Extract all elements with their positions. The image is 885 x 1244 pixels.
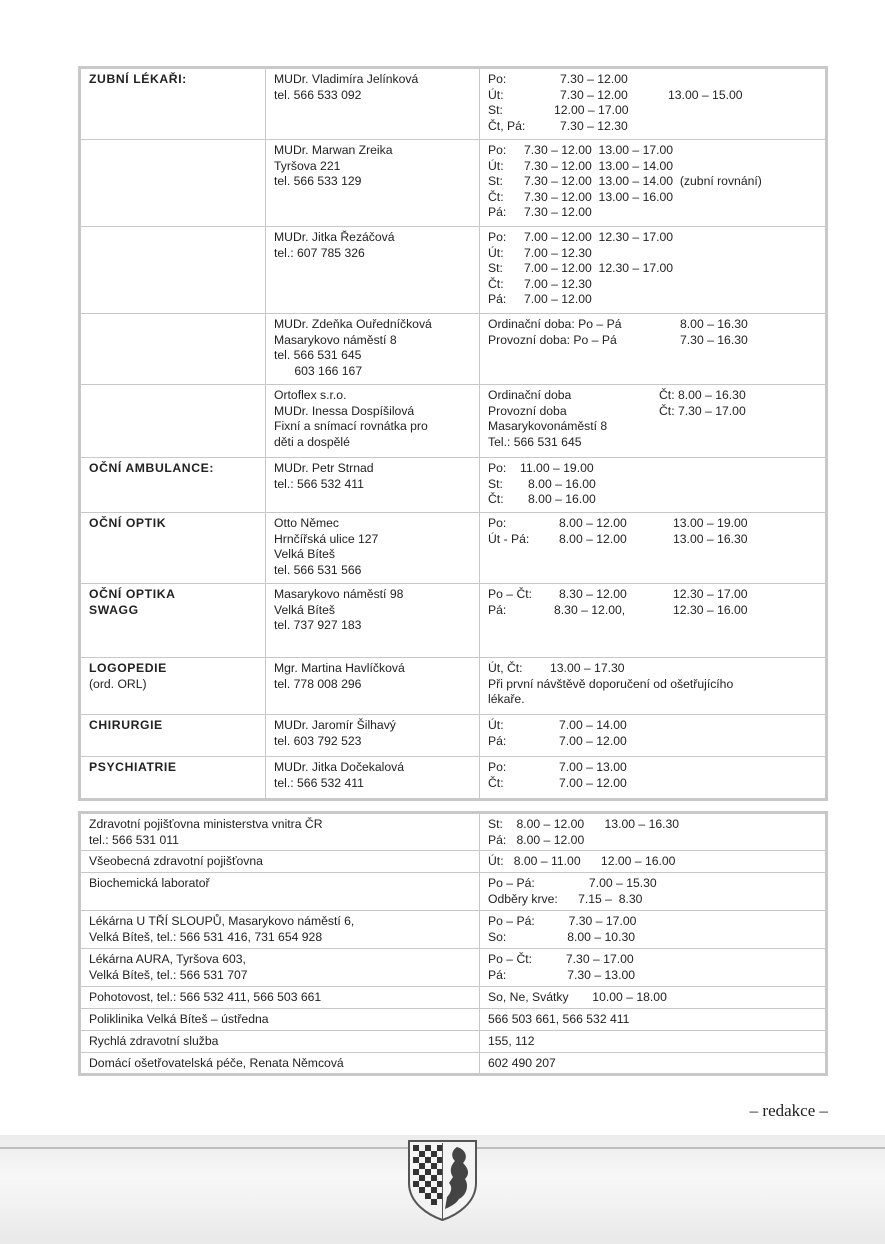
table-row: [80, 1053, 827, 1075]
category-cell: [80, 140, 266, 227]
hours-cell: [480, 227, 827, 314]
time-range: 8.00 – 12.00: [559, 531, 627, 546]
contact-line: Otto Němec: [274, 516, 340, 530]
hours-line: [488, 88, 817, 104]
time-range: 7.30 – 12.00 13.00 – 17.00: [524, 143, 674, 157]
contact-line: MUDr. Petr Strnad: [274, 461, 374, 475]
service-hours: [480, 949, 827, 987]
hours-cell: [480, 140, 827, 227]
day-label: Po – Čt:: [488, 587, 533, 601]
time-range: 8.00 – 12.00: [559, 516, 627, 530]
hours-cell: [480, 458, 827, 513]
hours-line: Pá: 8.00 – 12.00: [488, 832, 585, 847]
hours-line: [488, 174, 817, 190]
day-label: Čt, Pá:: [488, 118, 526, 133]
time-range: 7.30 – 12.30: [560, 118, 628, 133]
contact-line: MUDr. Vladimíra Jelínková: [274, 72, 419, 86]
contact-line: Masarykovo náměstí 8: [274, 332, 397, 347]
category-cell: [80, 385, 266, 458]
hours-line: Pá: 7.30 – 13.00: [488, 967, 636, 982]
time-range: 8.30 – 12.00: [559, 587, 627, 601]
category-cell: [80, 513, 266, 584]
service-name: [80, 873, 480, 911]
hours-line: [488, 103, 817, 119]
hours-line: [488, 388, 817, 404]
time-range: 7.30 – 12.00: [560, 87, 628, 102]
contact-cell: [266, 385, 480, 458]
day-label: St:: [488, 261, 503, 275]
day-label: Čt:: [488, 775, 504, 790]
hours-line: [488, 532, 817, 548]
time-range: 7.00 – 12.00: [559, 775, 627, 790]
contact-line: tel. 566 533 092: [274, 87, 362, 102]
contact-cell: [266, 227, 480, 314]
contact-line: MUDr. Jitka Řezáčová: [274, 230, 395, 244]
category-cell: [80, 227, 266, 314]
day-label: Provozní doba: [488, 403, 567, 418]
contact-line: Hrnčířská ulice 127: [274, 531, 379, 546]
hours-line: 155, 112: [488, 1034, 535, 1048]
day-label: Pá:: [488, 602, 507, 617]
service-line: Rychlá zdravotní služba: [89, 1034, 219, 1048]
service-hours: [480, 873, 827, 911]
hours-line: [488, 516, 817, 532]
contact-line: Velká Bíteš: [274, 547, 335, 561]
category-cell: [80, 314, 266, 385]
day-label: Ordinační doba: [488, 388, 572, 402]
hours-line: [488, 477, 817, 493]
table-row: [80, 757, 827, 800]
contact-line: tel. 566 531 645: [274, 348, 362, 362]
hours-line: [488, 230, 817, 246]
table-row: [80, 314, 827, 385]
hours-line: [488, 435, 817, 451]
contact-cell: [266, 715, 480, 757]
contact-line: tel. 778 008 296: [274, 676, 362, 691]
hours-line: Odběry krve: 7.15 – 8.30: [488, 891, 643, 906]
hours-cell: [480, 584, 827, 658]
hours-line: [488, 718, 817, 734]
time-range: 8.00 – 16.00: [528, 492, 596, 506]
day-label: Út:: [488, 718, 504, 732]
hours-line: [488, 119, 817, 135]
time-range: 7.00 – 12.00 12.30 – 17.00: [524, 230, 674, 244]
service-line: Domácí ošetřovatelská péče, Renata Němcová: [89, 1056, 344, 1070]
service-name: [80, 911, 480, 949]
category-sublabel: (ord. ORL): [89, 676, 147, 691]
time-range: 12.30 – 16.00: [673, 602, 748, 617]
category-label: OČNÍ OPTIK: [89, 516, 167, 530]
time-range: Čt: 8.00 – 16.30: [659, 388, 746, 402]
category-label: SWAGG: [89, 602, 139, 617]
contact-line: MUDr. Marwan Zreika: [274, 143, 393, 157]
hours-cell: [480, 385, 827, 458]
day-label: Út:: [488, 245, 504, 260]
contact-cell: [266, 458, 480, 513]
contact-cell: [266, 140, 480, 227]
hours-line: [488, 760, 817, 776]
contact-line: tel.: 566 532 411: [274, 476, 364, 491]
hours-line: Po – Pá: 7.30 – 17.00: [488, 914, 637, 928]
day-label: St:: [488, 103, 503, 117]
service-hours: [480, 1009, 827, 1031]
hours-line: [488, 333, 817, 349]
time-range: 8.00 – 16.00: [528, 476, 596, 491]
note-line: Při první návštěvě doporučení od ošetřujícího: [488, 676, 734, 691]
day-label: Po:: [488, 143, 507, 157]
category-cell: [80, 757, 266, 800]
day-label: Čt:: [488, 189, 504, 204]
category-label: CHIRURGIE: [89, 718, 163, 732]
phone-line: Tel.: 566 531 645: [488, 434, 582, 449]
contact-cell: [266, 513, 480, 584]
contact-line: tel. 566 533 129: [274, 174, 362, 188]
contact-cell: [266, 68, 480, 140]
contact-line: tel.: 607 785 326: [274, 245, 365, 260]
table-row: [80, 1031, 827, 1053]
contact-line: MUDr. Jitka Dočekalová: [274, 760, 405, 774]
contact-cell: [266, 314, 480, 385]
category-cell: [80, 715, 266, 757]
signature: – redakce –: [749, 1101, 828, 1120]
hours-line: [488, 603, 817, 619]
category-label: ZUBNÍ LÉKAŘI:: [89, 72, 187, 86]
hours-line: Po – Čt: 7.30 – 17.00: [488, 952, 634, 966]
contact-line: MUDr. Jaromír Šilhavý: [274, 718, 396, 732]
service-name: [80, 813, 480, 851]
town-coat-of-arms-icon: [405, 1137, 480, 1222]
time-range: 12.00 – 17.00: [554, 103, 629, 117]
day-label: Po:: [488, 461, 507, 475]
day-label: Po:: [488, 516, 507, 530]
day-label: Pá:: [488, 292, 507, 306]
hours-line: [488, 404, 817, 420]
day-label: Po:: [488, 760, 507, 774]
contact-line: tel. 737 927 183: [274, 618, 362, 632]
service-line: Lékárna AURA, Tyršova 603,: [89, 952, 246, 966]
hours-cell: [480, 715, 827, 757]
day-label: Pá:: [488, 205, 507, 219]
table-row: [80, 873, 827, 911]
time-range: 12.30 – 17.00: [673, 587, 748, 601]
day-label: Provozní doba: Po – Pá: [488, 332, 617, 347]
service-line: Všeobecná zdravotní pojišťovna: [89, 854, 263, 868]
day-label: Pá:: [488, 733, 507, 748]
service-line: Zdravotní pojišťovna ministerstva vnitra ČR: [89, 817, 323, 831]
hours-line: [488, 692, 817, 708]
category-cell: [80, 68, 266, 140]
time-range: 13.00 – 16.30: [673, 531, 748, 546]
time-range: 11.00 – 19.00: [520, 461, 594, 475]
service-line: Lékárna U TŘÍ SLOUPŮ, Masarykovo náměstí 6,: [89, 914, 355, 928]
hours-line: [488, 776, 817, 792]
hours-line: [488, 677, 817, 693]
services-table: [78, 811, 828, 1076]
contact-line: MUDr. Zdeňka Ouředníčková: [274, 317, 432, 331]
time-range: 13.00 – 17.30: [550, 661, 625, 675]
table-row: [80, 227, 827, 314]
hours-line: [488, 419, 817, 435]
hours-line: [488, 261, 817, 277]
time-range: 13.00 – 15.00: [668, 87, 743, 102]
day-label: Út, Čt:: [488, 661, 523, 675]
service-hours: [480, 987, 827, 1009]
note-line: lékaře.: [488, 692, 525, 706]
time-range: 8.30 – 12.00,: [554, 602, 626, 617]
hours-cell: [480, 314, 827, 385]
table-row: [80, 584, 827, 658]
service-name: [80, 851, 480, 873]
day-label: Ordinační doba: Po – Pá: [488, 317, 622, 331]
day-label: Čt:: [488, 276, 504, 291]
time-range: 13.00 – 19.00: [673, 516, 748, 530]
hours-line: 566 503 661, 566 532 411: [488, 1012, 630, 1026]
table-row: [80, 813, 827, 851]
hours-line: [488, 143, 817, 159]
hours-line: [488, 587, 817, 603]
service-hours: [480, 1031, 827, 1053]
hours-line: 602 490 207: [488, 1056, 556, 1070]
service-line: tel.: 566 531 011: [89, 832, 179, 847]
time-range: 7.30 – 12.00 13.00 – 14.00 (zubní rovnání): [524, 174, 762, 188]
contact-line: tel.: 566 532 411: [274, 775, 364, 790]
time-range: 7.00 – 12.00: [559, 733, 627, 748]
hours-line: [488, 277, 817, 293]
time-range: 7.00 – 12.30: [524, 276, 592, 291]
contact-line: Mgr. Martina Havlíčková: [274, 661, 405, 675]
service-line: Poliklinika Velká Bíteš – ústředna: [89, 1012, 269, 1026]
hours-line: [488, 205, 817, 221]
hours-cell: [480, 68, 827, 140]
day-label: Út:: [488, 158, 504, 173]
hours-line: [488, 159, 817, 175]
category-label: OČNÍ OPTIKA: [89, 587, 176, 601]
day-label: St:: [488, 174, 503, 188]
table-row: [80, 68, 827, 140]
service-line: Pohotovost, tel.: 566 532 411, 566 503 661: [89, 990, 322, 1004]
service-hours: [480, 813, 827, 851]
hours-line: [488, 734, 817, 750]
contact-line: MUDr. Inessa Dospíšilová: [274, 403, 415, 418]
table-row: [80, 513, 827, 584]
time-range: Čt: 7.30 – 17.00: [659, 403, 746, 418]
hours-line: St: 8.00 – 12.00 13.00 – 16.30: [488, 817, 680, 831]
hours-line: So, Ne, Svátky 10.00 – 18.00: [488, 990, 667, 1004]
day-label: Čt:: [488, 492, 504, 506]
contact-line: děti a dospělé: [274, 434, 350, 449]
table-row: [80, 658, 827, 715]
day-label: Út:: [488, 87, 504, 102]
table-row: [80, 385, 827, 458]
contact-line: Masarykovo náměstí 98: [274, 587, 404, 601]
time-range: 7.00 – 12.30: [524, 245, 592, 260]
hours-line: [488, 461, 817, 477]
hours-line: [488, 190, 817, 206]
category-label: OČNÍ AMBULANCE:: [89, 461, 214, 475]
time-range: 7.00 – 12.00 12.30 – 17.00: [524, 261, 674, 275]
category-cell: [80, 658, 266, 715]
service-hours: [480, 911, 827, 949]
hours-cell: [480, 757, 827, 800]
service-name: [80, 1009, 480, 1031]
service-line: Velká Bíteš, tel.: 566 531 416, 731 654 928: [89, 929, 323, 944]
time-range: 7.30 – 16.30: [680, 332, 748, 347]
hours-cell: [480, 513, 827, 584]
service-line: Velká Bíteš, tel.: 566 531 707: [89, 967, 248, 982]
table-row: [80, 987, 827, 1009]
table-row: [80, 140, 827, 227]
day-label: St:: [488, 476, 503, 491]
contact-line: 603 166 167: [274, 363, 363, 378]
contact-line: Fixní a snímací rovnátka pro: [274, 419, 428, 433]
category-cell: [80, 458, 266, 513]
service-name: [80, 1031, 480, 1053]
time-range: 7.00 – 12.00: [524, 292, 592, 306]
category-cell: [80, 584, 266, 658]
day-label: Út - Pá:: [488, 531, 530, 546]
clinics-table: [78, 66, 828, 801]
contact-cell: [266, 658, 480, 715]
contact-line: Ortoflex s.r.o.: [274, 388, 347, 402]
contact-line: tel. 566 531 566: [274, 562, 362, 577]
contact-cell: [266, 757, 480, 800]
hours-line: [488, 317, 817, 333]
contact-cell: [266, 584, 480, 658]
time-range: 7.30 – 12.00 13.00 – 16.00: [524, 189, 674, 204]
hours-line: [488, 661, 817, 677]
service-name: [80, 987, 480, 1009]
time-range: 7.00 – 13.00: [559, 760, 627, 774]
day-label: Po:: [488, 72, 507, 86]
table-row: [80, 851, 827, 873]
hours-line: Po – Pá: 7.00 – 15.30: [488, 876, 657, 890]
hours-cell: [480, 658, 827, 715]
table-row: [80, 911, 827, 949]
hours-line: Út: 8.00 – 11.00 12.00 – 16.00: [488, 854, 676, 868]
hours-line: [488, 72, 817, 88]
hours-line: [488, 292, 817, 308]
category-label: PSYCHIATRIE: [89, 760, 177, 774]
day-label: Po:: [488, 230, 507, 244]
contact-line: tel. 603 792 523: [274, 733, 362, 748]
address-line: Masarykovonáměstí 8: [488, 419, 608, 433]
hours-line: So: 8.00 – 10.30: [488, 929, 636, 944]
table-row: [80, 458, 827, 513]
table-row: [80, 1009, 827, 1031]
service-name: [80, 949, 480, 987]
time-range: 7.30 – 12.00 13.00 – 14.00: [524, 158, 674, 173]
contact-line: Velká Bíteš: [274, 602, 335, 617]
hours-line: [488, 492, 817, 508]
time-range: 7.30 – 12.00: [524, 205, 592, 219]
service-line: Biochemická laboratoř: [89, 876, 210, 890]
service-hours: [480, 851, 827, 873]
contact-line: Tyršova 221: [274, 158, 341, 173]
table-row: [80, 949, 827, 987]
table-row: [80, 715, 827, 757]
time-range: 7.00 – 14.00: [559, 718, 627, 732]
time-range: 7.30 – 12.00: [560, 72, 628, 86]
category-label: LOGOPEDIE: [89, 661, 167, 675]
time-range: 8.00 – 16.30: [680, 317, 748, 331]
service-hours: [480, 1053, 827, 1075]
service-name: [80, 1053, 480, 1075]
hours-line: [488, 246, 817, 262]
